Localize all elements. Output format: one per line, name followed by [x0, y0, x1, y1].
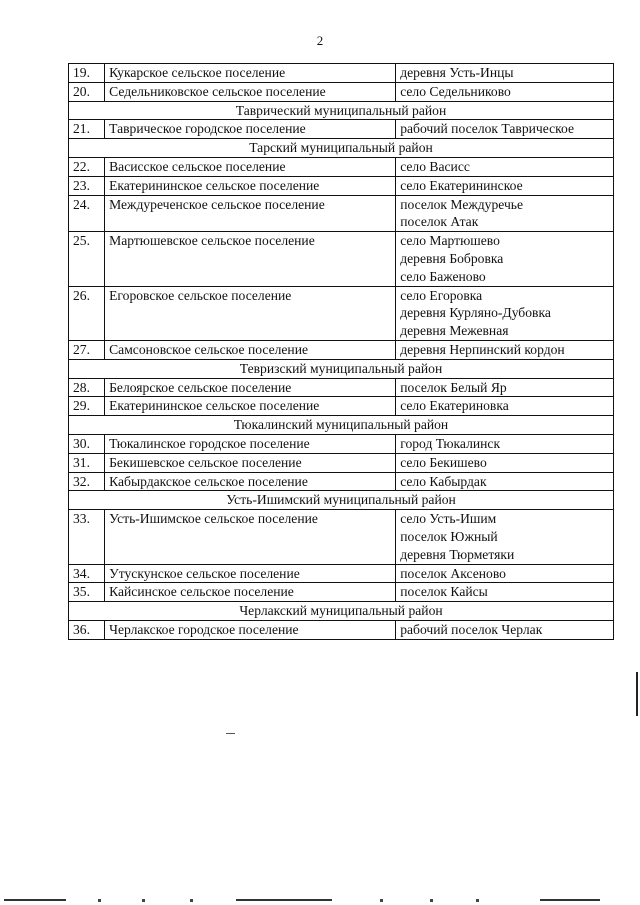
row-number: 36. [69, 620, 105, 639]
footer-bar [540, 899, 600, 901]
locality-name: село Усть-Ишим [400, 511, 497, 527]
settlement-row [69, 82, 614, 101]
margin-mark [636, 672, 638, 716]
footer-dot [380, 899, 383, 902]
locality-name: село Баженово [400, 268, 486, 284]
settlement-row [69, 195, 614, 232]
footer-scan-strip [0, 895, 640, 905]
district-title: Черлакский муниципальный район [69, 602, 614, 621]
row-number: 35. [69, 583, 105, 602]
district-title: Усть-Ишимский муниципальный район [69, 491, 614, 510]
locality-name: поселок Аксеново [400, 565, 506, 581]
settlement-name: Таврическое городское поселение [105, 120, 396, 139]
administrative-center [396, 434, 614, 453]
locality-name: село Екатериновка [400, 398, 509, 414]
settlement-row [69, 286, 614, 340]
locality-name: деревня Усть-Инцы [400, 65, 514, 80]
locality-name: поселок Кайсы [400, 584, 488, 600]
row-number: 21. [69, 120, 105, 139]
settlement-row [69, 583, 614, 602]
stray-mark [226, 733, 235, 734]
locality-name: село Кабырдак [400, 473, 487, 489]
administrative-center [396, 472, 614, 491]
row-number: 31. [69, 453, 105, 472]
district-title: Тарский муниципальный район [69, 139, 614, 158]
administrative-center [396, 157, 614, 176]
locality-name: город Тюкалинск [400, 435, 501, 451]
locality-name: рабочий поселок Черлак [400, 621, 543, 637]
locality-name: деревня Тюрметяки [400, 546, 515, 562]
locality-name: поселок Междуречье [400, 196, 524, 212]
row-number: 25. [69, 232, 105, 286]
settlement-name: Белоярское сельское поселение [105, 378, 396, 397]
row-number: 30. [69, 434, 105, 453]
settlement-row [69, 510, 614, 564]
administrative-center [396, 453, 614, 472]
settlement-row [69, 378, 614, 397]
footer-dot [190, 899, 193, 902]
settlement-name: Екатерининское сельское поселение [105, 176, 396, 195]
settlement-name: Кукарское сельское поселение [105, 64, 396, 83]
settlement-name: Васисское сельское поселение [105, 157, 396, 176]
footer-bar [236, 899, 332, 901]
locality-name: село Васисс [400, 158, 470, 174]
district-header-row [69, 101, 614, 120]
administrative-center [396, 286, 614, 340]
footer-bar [4, 899, 66, 901]
footer-dot [98, 899, 101, 902]
administrative-center [396, 82, 614, 101]
settlement-name: Мартюшевское сельское поселение [105, 232, 396, 286]
administrative-center [396, 232, 614, 286]
administrative-center [396, 340, 614, 359]
row-number: 26. [69, 286, 105, 340]
locality-name: село Седельниково [400, 83, 511, 99]
district-title: Тевризский муниципальный район [69, 359, 614, 378]
settlement-name: Бекишевское сельское поселение [105, 453, 396, 472]
district-title: Таврический муниципальный район [69, 101, 614, 120]
administrative-center [396, 176, 614, 195]
administrative-center [396, 510, 614, 564]
footer-dot [430, 899, 433, 902]
settlement-row [69, 434, 614, 453]
administrative-center [396, 64, 614, 83]
settlement-name: Кайсинское сельское поселение [105, 583, 396, 602]
administrative-center [396, 195, 614, 232]
locality-name: деревня Нерпинский кордон [400, 341, 565, 357]
settlements-table-body [69, 64, 614, 640]
district-header-row [69, 416, 614, 435]
page-number: 2 [316, 33, 324, 48]
settlement-name: Междуреченское сельское поселение [105, 195, 396, 232]
settlement-name: Утускунское сельское поселение [105, 564, 396, 583]
administrative-center [396, 378, 614, 397]
locality-name: рабочий поселок Таврическое [400, 121, 575, 137]
row-number: 24. [69, 195, 105, 232]
locality-name: поселок Белый Яр [400, 379, 507, 395]
settlement-row [69, 120, 614, 139]
settlement-row [69, 340, 614, 359]
settlement-row [69, 564, 614, 583]
administrative-center [396, 564, 614, 583]
locality-name: село Мартюшево [400, 233, 500, 249]
settlement-name: Тюкалинское городское поселение [105, 434, 396, 453]
locality-name: поселок Южный [400, 528, 498, 544]
district-header-row [69, 602, 614, 621]
settlement-name: Екатерининское сельское поселение [105, 397, 396, 416]
settlement-name: Седельниковское сельское поселение [105, 82, 396, 101]
row-number: 20. [69, 82, 105, 101]
administrative-center [396, 620, 614, 639]
district-header-row [69, 359, 614, 378]
locality-name: село Бекишево [400, 454, 487, 470]
district-header-row [69, 139, 614, 158]
row-number: 19. [69, 64, 105, 83]
locality-name: поселок Атак [400, 214, 479, 230]
row-number: 28. [69, 378, 105, 397]
row-number: 23. [69, 176, 105, 195]
footer-dot [476, 899, 479, 902]
settlement-row [69, 620, 614, 639]
row-number: 33. [69, 510, 105, 564]
row-number: 22. [69, 157, 105, 176]
district-header-row [69, 491, 614, 510]
administrative-center [396, 583, 614, 602]
settlement-name: Черлакское городское поселение [105, 620, 396, 639]
row-number: 34. [69, 564, 105, 583]
row-number: 27. [69, 340, 105, 359]
settlement-name: Усть-Ишимское сельское поселение [105, 510, 396, 564]
locality-name: село Егоровка [400, 287, 483, 303]
settlement-row [69, 453, 614, 472]
settlements-table [68, 63, 614, 640]
locality-name: деревня Межевная [400, 323, 509, 339]
row-number: 29. [69, 397, 105, 416]
locality-name: деревня Курляно-Дубовка [400, 305, 551, 321]
settlement-name: Егоровское сельское поселение [105, 286, 396, 340]
locality-name: село Екатерининское [400, 177, 523, 193]
administrative-center [396, 397, 614, 416]
administrative-center [396, 120, 614, 139]
settlement-name: Кабырдакское сельское поселение [105, 472, 396, 491]
district-title: Тюкалинский муниципальный район [69, 416, 614, 435]
settlement-row [69, 176, 614, 195]
row-number: 32. [69, 472, 105, 491]
footer-dot [142, 899, 145, 902]
locality-name: деревня Бобровка [400, 250, 504, 266]
settlement-row [69, 157, 614, 176]
settlement-row [69, 397, 614, 416]
settlement-name: Самсоновское сельское поселение [105, 340, 396, 359]
settlement-row [69, 64, 614, 83]
settlement-row [69, 232, 614, 286]
settlement-row [69, 472, 614, 491]
